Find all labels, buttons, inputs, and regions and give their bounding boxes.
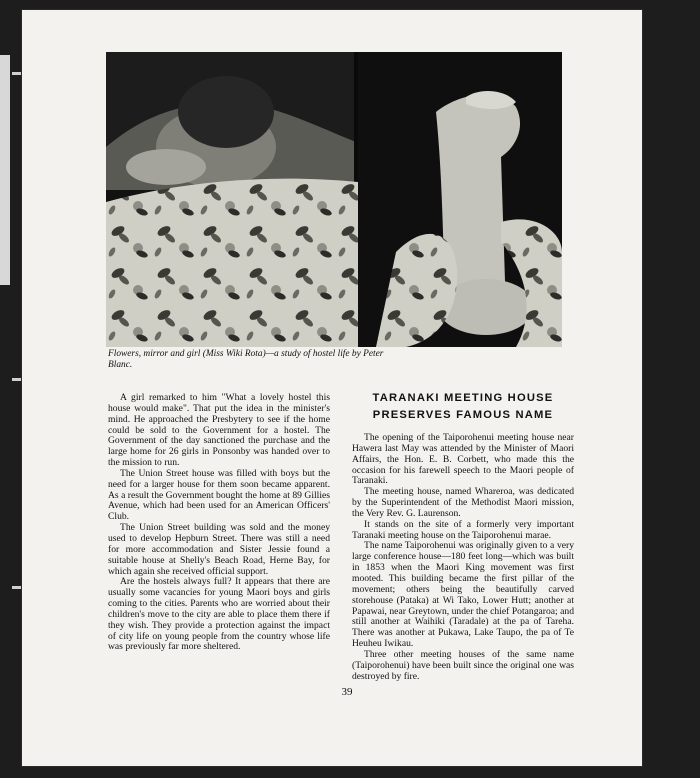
adjacent-page-mark <box>12 378 22 381</box>
paragraph: The meeting house, named Whareroa, was dedicated by the Superintendent of the Methodist Maori mission, the Very Rev. G. Laurenson. <box>352 486 574 519</box>
paragraph: A girl remarked to him "What a lovely hostel this house would make". That put the idea in the minister's mind. He approached the Presbytery to see if the home could be sold to the Government for a hostel. The Government of the day sanctioned the purchase and the large home for 26 girls in Ponsonby was handed over to the mission to run. <box>108 392 330 469</box>
adjacent-page-mark <box>12 586 22 589</box>
paragraph: The name Taiporohenui was originally given to a very large conference house—180 feet long—which was built in 1853 when the Maori King movement was first mooted. This building became the first pillar of the movement; others being the beautifully carved storehouse (Pataka) at Wi Tako, Lower Hutt; another at Papawai, near Greytown, under the chief Potangaroa; and still another at Waihiki (Taradale) at the pa of Tareha. There was another at Pukawa, Lake Taupo, the pa of Te Heuheu Iwikau. <box>352 540 574 650</box>
paragraph: The Union Street building was sold and the money used to develop Hepburn Street. There was still a need for more accommodation and Sister Jessie found a suitable house at Shelly's Beach Road, Herne Bay, for which again she received official support. <box>108 522 330 577</box>
left-column-text <box>108 393 330 653</box>
paragraph: Three other meeting houses of the same name (Taiporohenui) have been built since the original one was destroyed by fire. <box>352 648 574 682</box>
article-body <box>352 433 574 682</box>
paragraph: It stands on the site of a formerly very important Taranaki meeting house on the Taiporohenui marae. <box>352 518 574 541</box>
headline-line: TARANAKI MEETING HOUSE <box>372 392 554 404</box>
paragraph: Are the hostels always full? It appears that there are usually some vacancies for young Maori boys and girls coming to the cities. Parents who are worried about their children's move to the city are able to place them there if they wish. They provide a protection against the impact of city life on young people from the country whose life was previously far more sheltered. <box>108 576 330 653</box>
photo-caption: Flowers, mirror and girl (Miss Wiki Rota)—a study of hostel life by Peter Blanc. <box>108 349 384 370</box>
magazine-page <box>22 10 642 766</box>
paragraph: The opening of the Taiporohenui meeting house near Hawera last May was attended by the Minister of Maori Affairs, the Hon. E. B. Corbett, who made this the occasion for his farewell speech to the Maori people of Taranaki. <box>352 432 574 487</box>
page-number: 39 <box>341 686 353 698</box>
adjacent-page-edge <box>0 55 10 285</box>
paragraph: The Union Street house was filled with boys but the need for a larger house for them soon became apparent. As a result the Government bought the home at 89 Gillies Avenue, which had been used for an American Officers' Club. <box>108 467 330 523</box>
photo-illustration <box>106 52 562 347</box>
hostel-photograph <box>106 52 562 347</box>
article-headline <box>352 390 574 424</box>
headline-line: PRESERVES FAMOUS NAME <box>372 409 554 421</box>
adjacent-page-mark <box>12 72 22 75</box>
